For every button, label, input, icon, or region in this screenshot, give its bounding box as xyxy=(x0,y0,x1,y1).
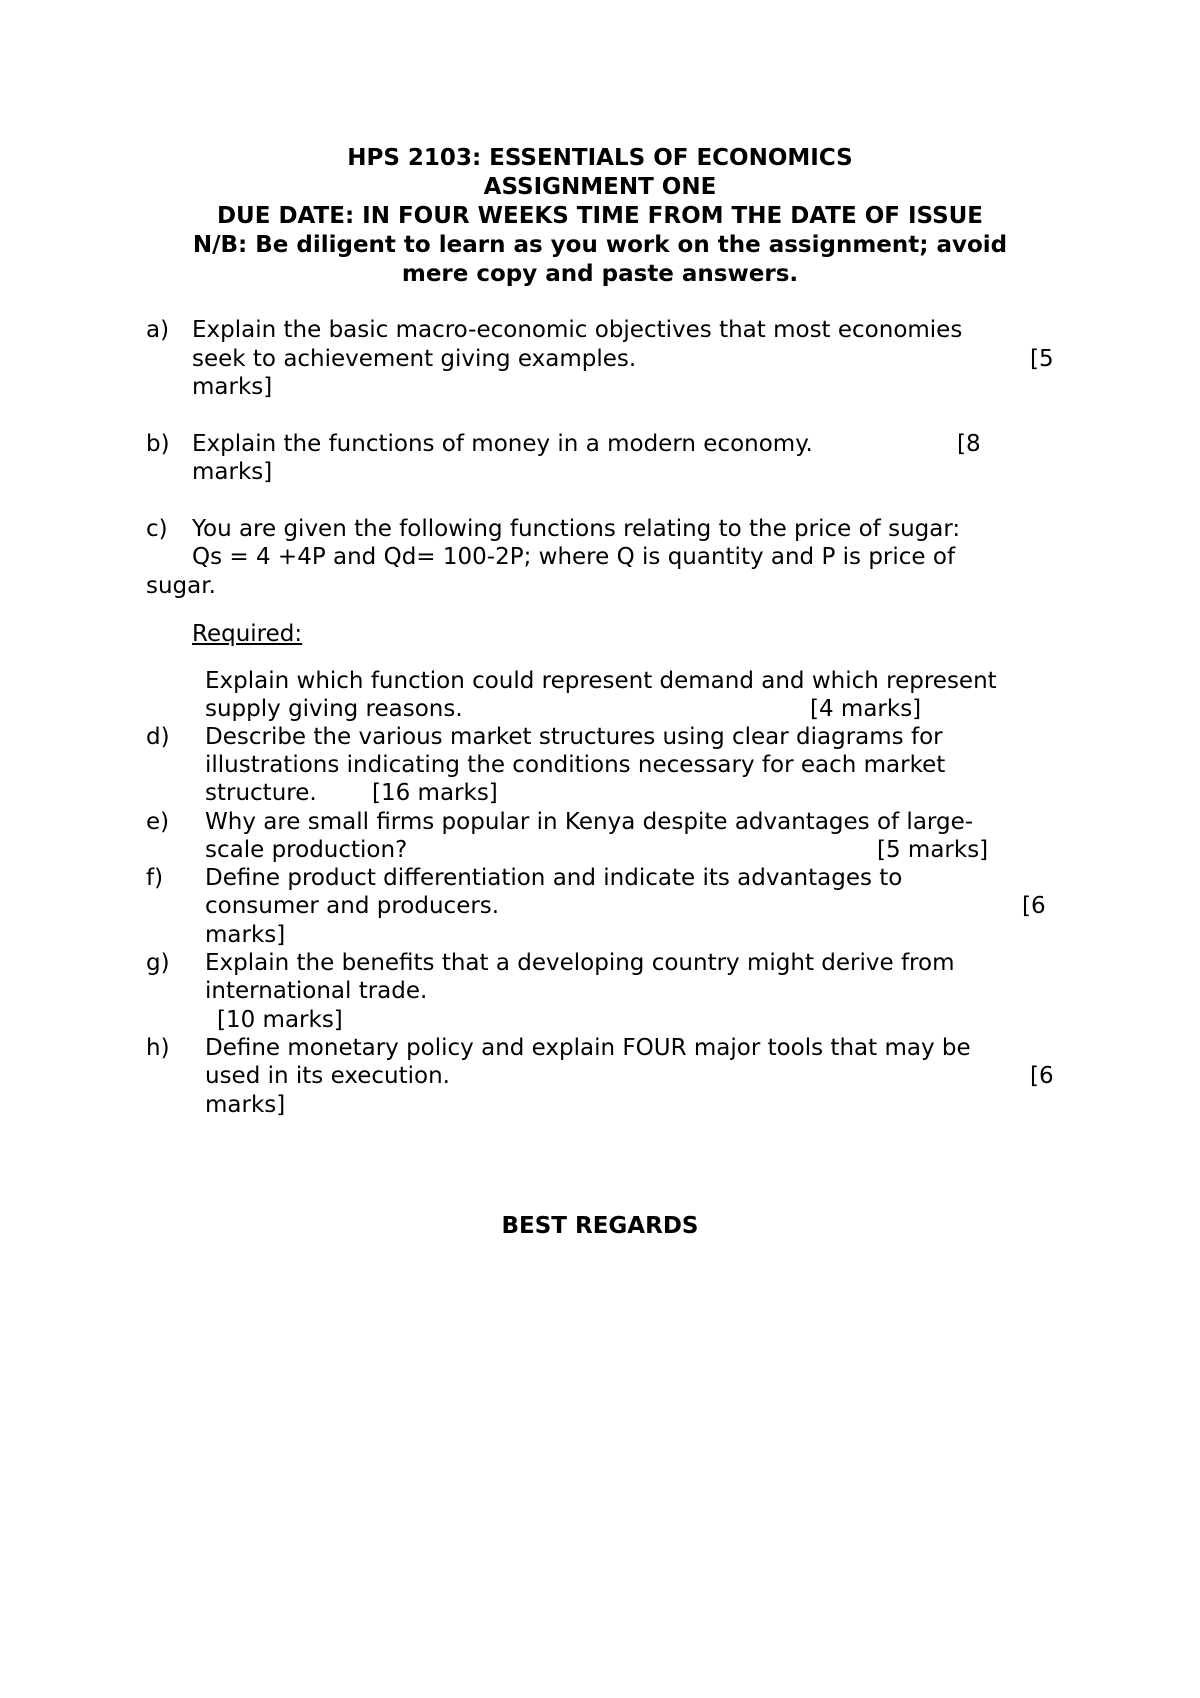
question-marks: [6 xyxy=(1030,1063,1054,1089)
question-marks: [5 xyxy=(1030,346,1054,372)
question-text: illustrations indicating the conditions necessary for each market xyxy=(205,752,946,778)
question-label: h) xyxy=(146,1035,170,1061)
question-marks: [16 marks] xyxy=(372,780,498,806)
note-line-2: mere copy and paste answers. xyxy=(401,261,799,287)
question-text: Define product differentiation and indicate its advantages to xyxy=(205,865,903,891)
note-line-1: N/B: Be diligent to learn as you work on the assignment; avoid xyxy=(192,232,1008,258)
question-marks: [8 xyxy=(957,431,981,457)
question-marks: marks] xyxy=(205,1092,286,1118)
question-text: Explain the functions of money in a modern economy. xyxy=(192,431,813,457)
question-text: Describe the various market structures using clear diagrams for xyxy=(205,724,943,750)
required-heading: Required: xyxy=(192,621,303,647)
question-text: structure. xyxy=(205,780,317,806)
question-marks: marks] xyxy=(192,459,273,485)
question-label: g) xyxy=(146,950,170,976)
closing-text: BEST REGARDS xyxy=(501,1213,699,1239)
question-marks: marks] xyxy=(205,922,286,948)
course-title: HPS 2103: ESSENTIALS OF ECONOMICS xyxy=(347,145,853,171)
question-text: consumer and producers. xyxy=(205,893,500,919)
question-label: f) xyxy=(146,865,164,891)
document-header xyxy=(140,144,1060,289)
due-date: DUE DATE: IN FOUR WEEKS TIME FROM THE DATE OF ISSUE xyxy=(216,203,984,229)
question-marks: marks] xyxy=(192,374,273,400)
assignment-title: ASSIGNMENT ONE xyxy=(483,174,717,200)
question-text: sugar. xyxy=(146,573,216,599)
question-text: Qs = 4 +4P and Qd= 100-2P; where Q is quantity and P is price of xyxy=(192,544,956,570)
question-text: seek to achievement giving examples. xyxy=(192,346,637,372)
question-label: b) xyxy=(146,431,170,457)
question-text: You are given the following functions relating to the price of sugar: xyxy=(192,516,961,542)
question-marks: [6 xyxy=(1022,893,1046,919)
question-marks: [5 marks] xyxy=(877,837,989,863)
question-text: Define monetary policy and explain FOUR major tools that may be xyxy=(205,1035,971,1061)
question-text: Why are small firms popular in Kenya despite advantages of large- xyxy=(205,809,974,835)
question-text: Explain the basic macro-economic objectives that most economies xyxy=(192,317,963,343)
question-text: used in its execution. xyxy=(205,1063,450,1089)
question-label: d) xyxy=(146,724,170,750)
question-marks: [4 marks] xyxy=(810,696,922,722)
question-label: c) xyxy=(146,516,168,542)
question-text: Explain the benefits that a developing country might derive from xyxy=(205,950,955,976)
question-text: Explain which function could represent demand and which represent xyxy=(205,668,997,694)
question-text: supply giving reasons. xyxy=(205,696,463,722)
question-label: e) xyxy=(146,809,170,835)
question-text: international trade. xyxy=(205,978,428,1004)
question-label: a) xyxy=(146,317,170,343)
question-marks: [10 marks] xyxy=(217,1007,343,1033)
question-text: scale production? xyxy=(205,837,408,863)
